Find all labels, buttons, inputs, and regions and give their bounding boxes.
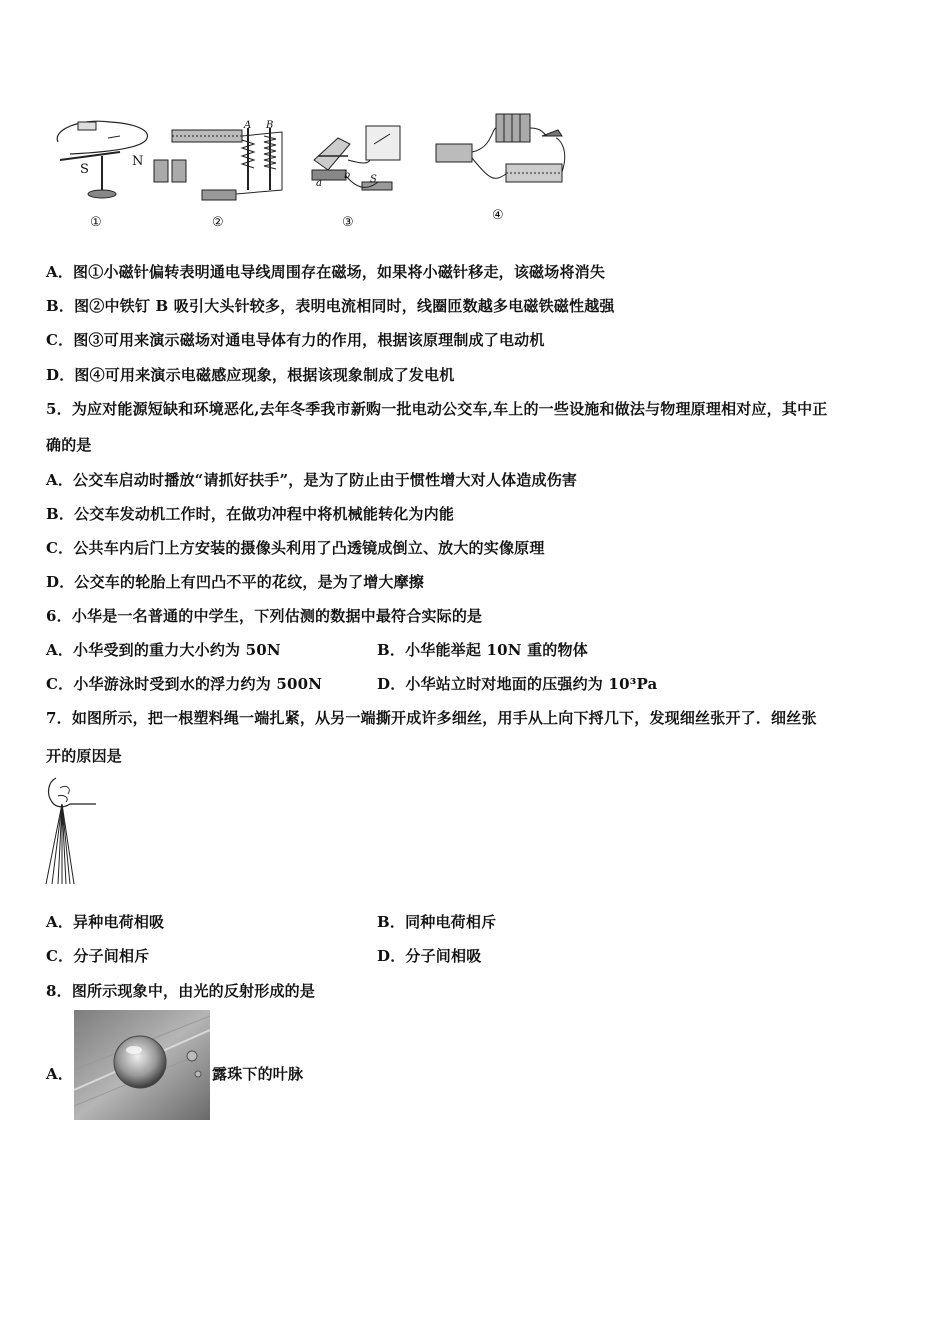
- figure-4-motor: [432, 108, 582, 198]
- q8-option-a-dewdrop-image[interactable]: [74, 1010, 210, 1120]
- fig2-label-a: A: [244, 120, 252, 131]
- q5-option-a[interactable]: A．公交车启动时播放“请抓好扶手”，是为了防止由于惯性增大对人体造成伤害: [46, 471, 578, 489]
- q4-option-a[interactable]: A．图①小磁针偏转表明通电导线周围存在磁场，如果将小磁针移走，该磁场将消失: [46, 263, 606, 281]
- q4-option-d[interactable]: D．图④可用来演示电磁感应现象，根据该现象制成了发电机: [46, 366, 455, 384]
- q6-option-c[interactable]: C．小华游泳时受到水的浮力约为 500N: [46, 675, 323, 693]
- figure-1-label: ①: [90, 215, 102, 230]
- q8-option-a-caption: 露珠下的叶脉: [212, 1065, 304, 1083]
- q7-option-d[interactable]: D．分子间相吸: [377, 947, 482, 965]
- fig3-label-a: a: [316, 178, 322, 189]
- q8-option-a-letter[interactable]: A．: [46, 1065, 74, 1083]
- q4-option-b[interactable]: B．图②中铁钉 B 吸引大头针较多，表明电流相同时，线圈匝数越多电磁铁磁性越强: [46, 297, 615, 315]
- q6-option-a[interactable]: A．小华受到的重力大小约为 50N: [46, 641, 281, 659]
- fig2-label-b: B: [266, 120, 274, 131]
- figure-3-label: ③: [342, 215, 354, 230]
- q7-option-c[interactable]: C．分子间相斥: [46, 947, 150, 965]
- figure-4-label: ④: [492, 208, 504, 223]
- q5-option-d[interactable]: D．公交车的轮胎上有凹凸不平的花纹，是为了增大摩擦: [46, 573, 425, 591]
- fig1-label-n: N: [132, 154, 144, 169]
- fig3-label-s: S: [370, 174, 377, 185]
- q8-stem: 8．图所示现象中，由光的反射形成的是: [46, 982, 316, 1000]
- figure-1-oersted: [50, 112, 160, 202]
- q5-stem-line-2: 确的是: [46, 436, 92, 454]
- fig3-label-b: b: [344, 170, 351, 181]
- q6-option-d[interactable]: D．小华站立时对地面的压强约为 10³Pa: [377, 675, 658, 693]
- fig1-label-s: S: [80, 162, 89, 177]
- q5-option-c[interactable]: C．公共车内后门上方安装的摄像头利用了凸透镜成倒立、放大的实像原理: [46, 539, 545, 557]
- q5-stem-line-1: 5．为应对能源短缺和环境恶化,去年冬季我市新购一批电动公交车,车上的一些设施和做法与物理原理相对应，其中正: [46, 400, 828, 418]
- q5-option-b[interactable]: B．公交车发动机工作时，在做功冲程中将机械能转化为内能: [46, 505, 455, 523]
- figure-2-electromagnet: [152, 120, 302, 205]
- figure-2-label: ②: [212, 215, 224, 230]
- q7-option-a[interactable]: A．异种电荷相吸: [46, 913, 165, 931]
- q7-figure-hand-and-strands: [42, 774, 102, 893]
- q7-stem-line-1: 7．如图所示，把一根塑料绳一端扎紧，从另一端撕开成许多细丝，用手从上向下捋几下，发现细丝张开了．细丝张: [46, 709, 817, 727]
- figure-3-induction: [308, 120, 408, 205]
- q4-option-c[interactable]: C．图③可用来演示磁场对通电导体有力的作用，根据该原理制成了电动机: [46, 331, 545, 349]
- q7-stem-line-2: 开的原因是: [46, 747, 123, 765]
- q4-figures: [40, 100, 600, 240]
- q6-option-b[interactable]: B．小华能举起 10N 重的物体: [377, 641, 588, 659]
- q6-stem: 6．小华是一名普通的中学生，下列估测的数据中最符合实际的是: [46, 607, 483, 625]
- q7-option-b[interactable]: B．同种电荷相斥: [377, 913, 497, 931]
